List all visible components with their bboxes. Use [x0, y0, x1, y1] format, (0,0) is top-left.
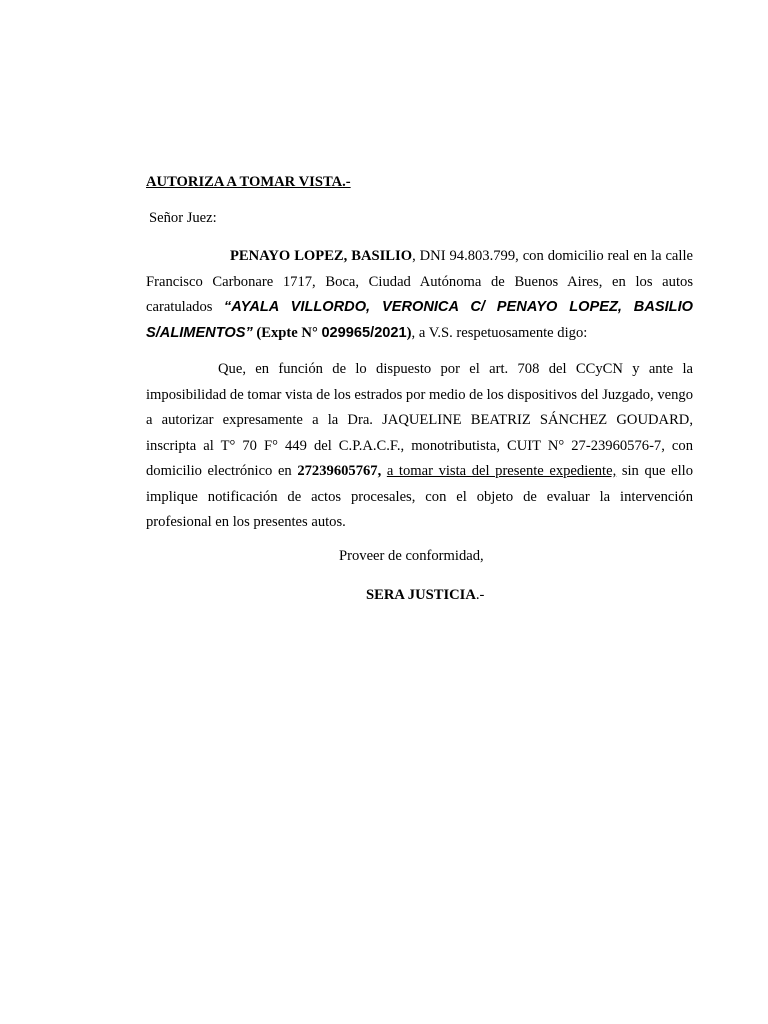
closing-line: Proveer de conformidad,: [339, 548, 484, 564]
electronic-domicile: 27239605767,: [297, 463, 382, 479]
party-name: PENAYO LOPEZ, BASILIO: [230, 248, 413, 264]
justice-text: SERA JUSTICIA: [366, 587, 476, 603]
intro-closing-text: , a V.S. respetuosamente digo:: [411, 324, 588, 341]
expte-number: 029965/2021: [321, 324, 407, 341]
justice-line: [366, 585, 484, 605]
document-title: AUTORIZA A TOMAR VISTA.-: [146, 174, 351, 190]
paragraph-intro: [146, 244, 693, 346]
salutation: Señor Juez:: [149, 210, 217, 226]
paragraph-authorization: [146, 357, 693, 536]
authorization-end-text: sin que ello implique notificación de actos procesales, con el objeto de evaluar la intervención profesional en los presentes autos.: [146, 463, 693, 530]
authorization-text: Que, en función de lo dispuesto por el art. 708 del CCyCN y ante la imposibilidad de tomar vista de los estrados por medio de los dispositivos del Juzgado, vengo a autorizar expresamente a la Dra. JAQUELINE BEATRIZ SÁNCHEZ GOUDARD, inscripta al T° 70 F° 449 del C.P.A.C.F., monotributista, CUIT N° 27-23960576-7, con domicilio electrónico en: [146, 361, 693, 479]
justice-suffix: .-: [475, 587, 485, 603]
expte-suffix: ): [406, 324, 412, 341]
intro-text: , DNI 94.803.799, con domicilio real en la calle Francisco Carbonare 1717, Boca, Ciudad Autónoma de Buenos Aires, en los autos caratulados: [146, 248, 693, 315]
case-title: “AYALA VILLORDO, VERONICA C/ PENAYO LOPEZ, BASILIO S/ALIMENTOS”: [146, 299, 693, 341]
expte-prefix: (Expte N°: [252, 324, 322, 341]
authorization-underlined: a tomar vista del presente expediente,: [386, 463, 617, 479]
